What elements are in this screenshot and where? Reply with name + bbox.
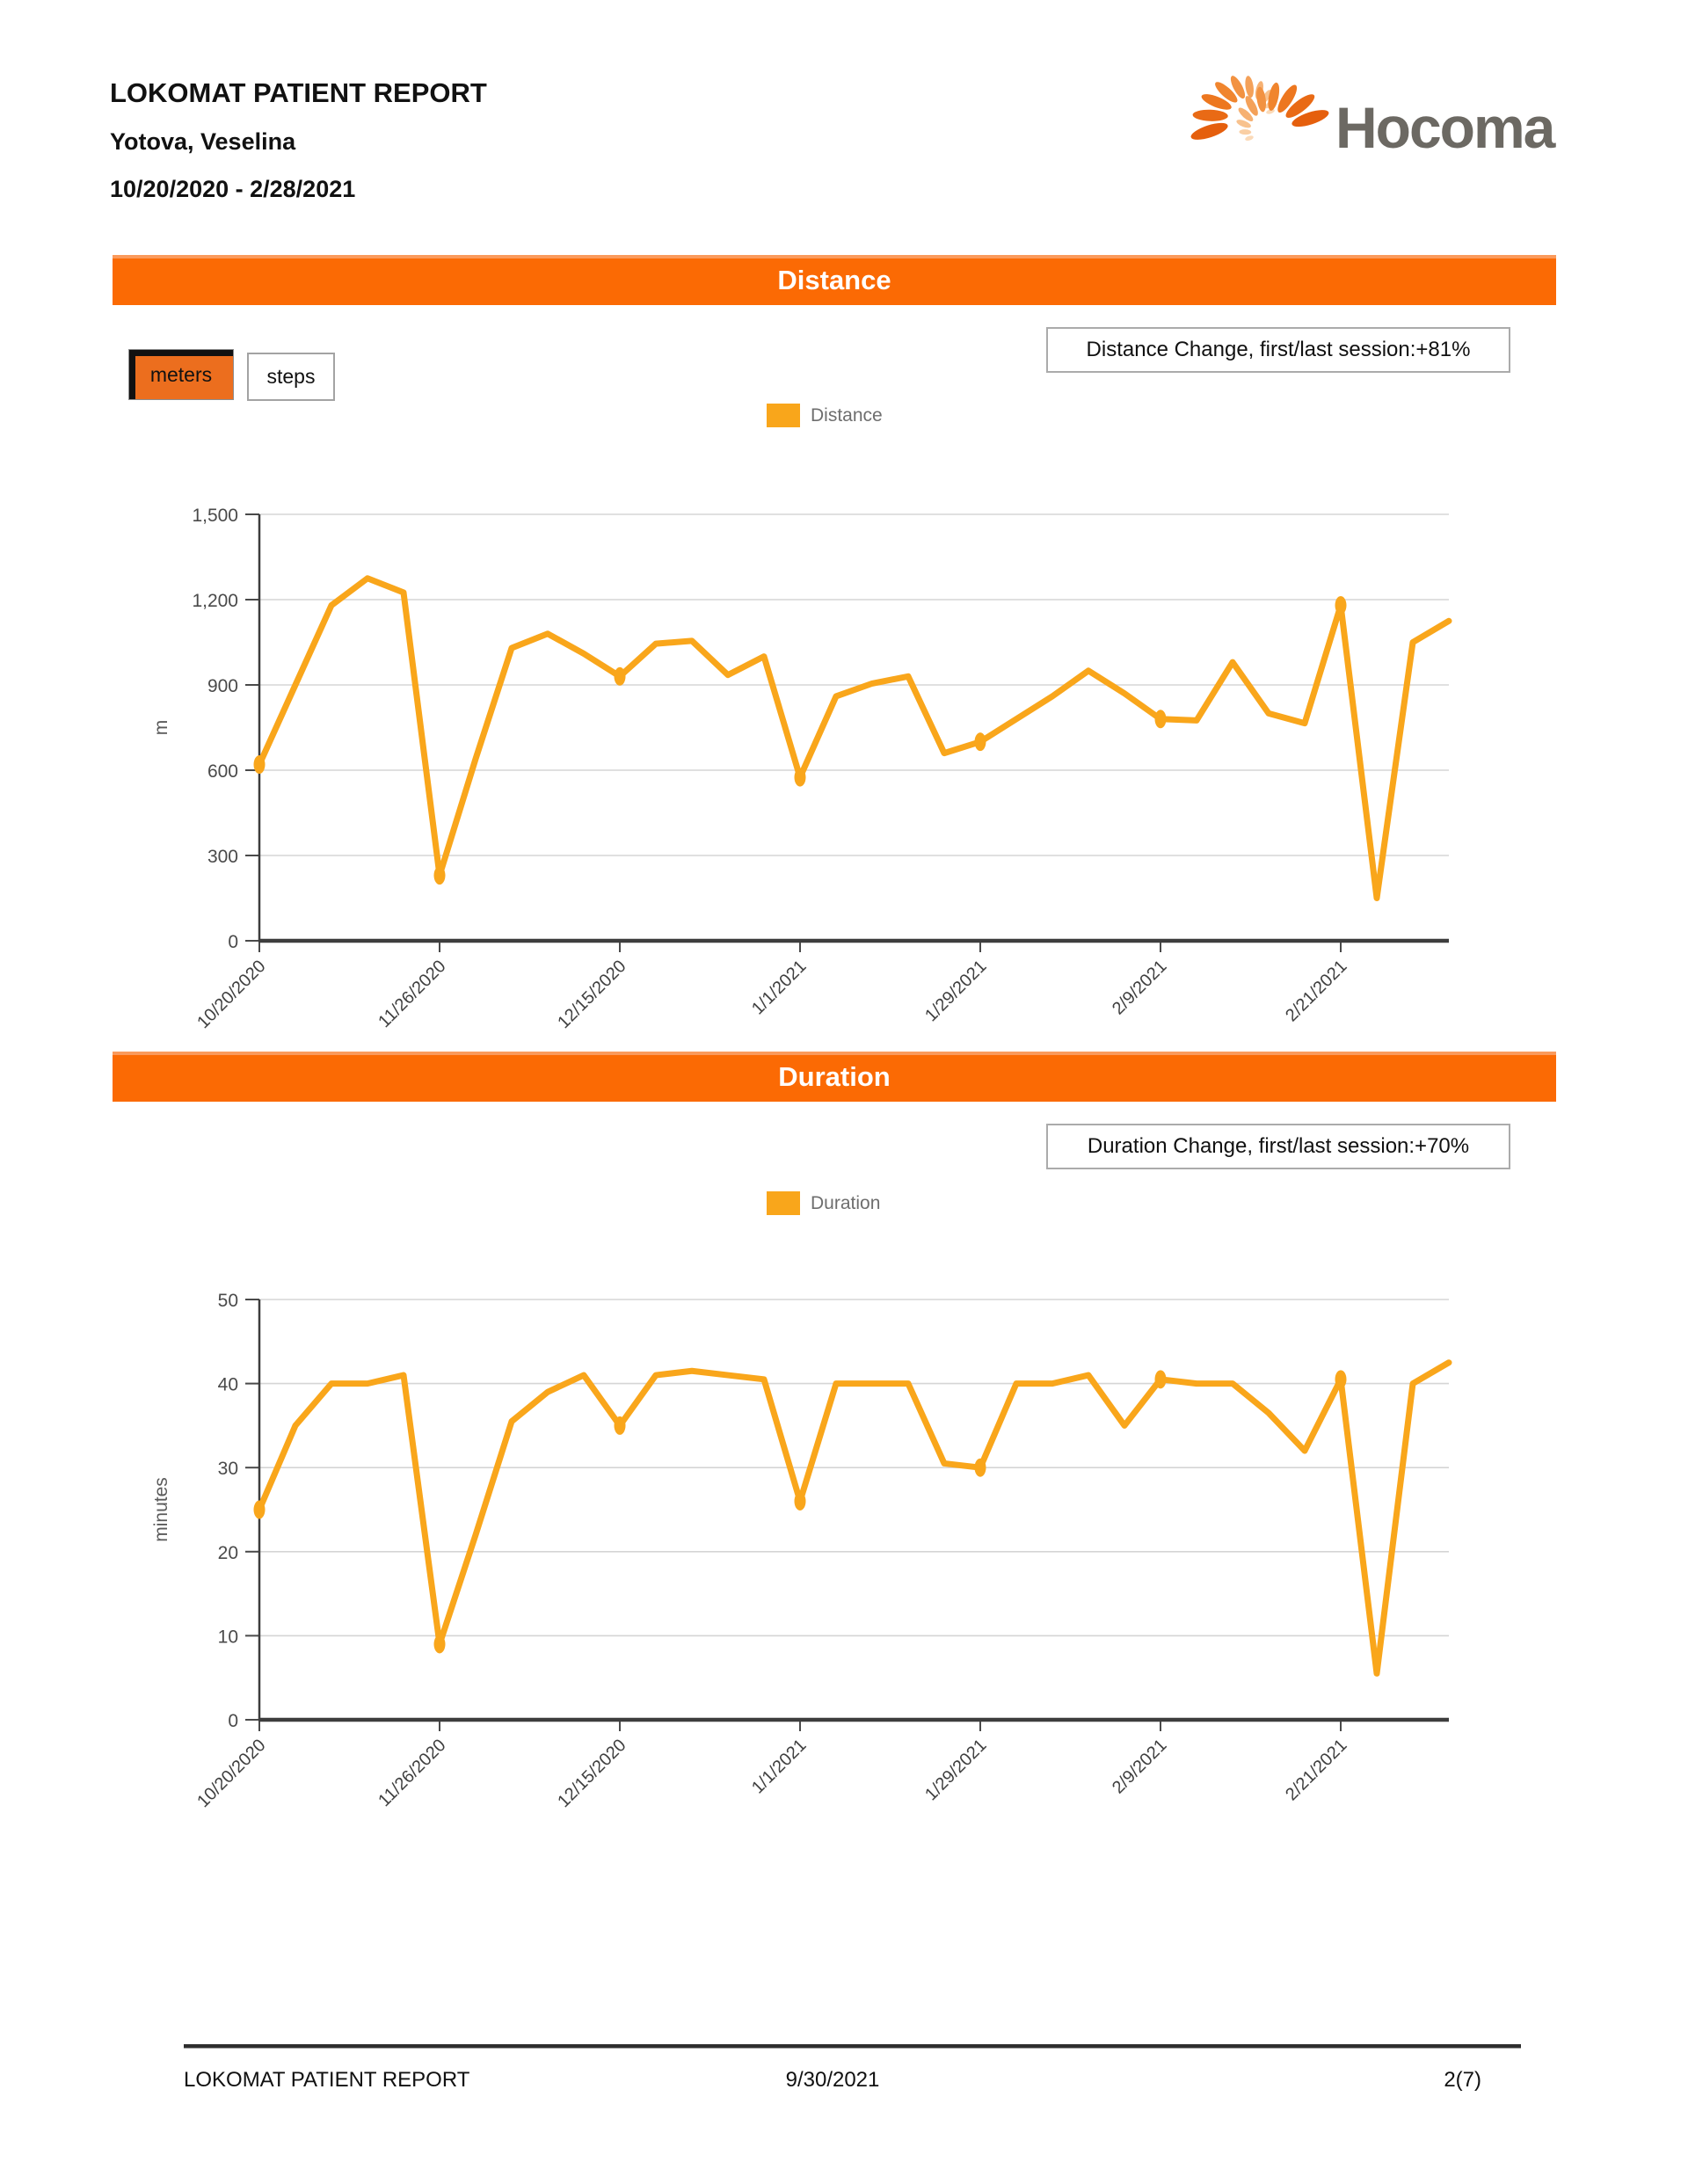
- data-point-marker: [1155, 710, 1167, 728]
- x-tick-label: 1/1/2021: [747, 956, 811, 1019]
- y-axis-unit-label: m: [151, 719, 171, 736]
- distance-series-line: [259, 579, 1449, 899]
- meters-button-label: meters: [149, 362, 213, 386]
- unit-button-meters[interactable]: [129, 350, 233, 399]
- duration-legend-swatch-icon: [767, 1191, 800, 1215]
- logo-petal: [1192, 109, 1228, 121]
- logo-petal: [1244, 75, 1255, 98]
- data-point-marker: [615, 1416, 626, 1435]
- x-tick-label: 2/21/2021: [1282, 956, 1351, 1026]
- duration-section-header: [113, 1052, 1556, 1102]
- data-point-marker: [1155, 1370, 1167, 1388]
- y-tick-label: 20: [217, 1542, 238, 1563]
- data-point-marker: [254, 1501, 266, 1519]
- y-axis-unit-label: minutes: [151, 1477, 171, 1542]
- distance-legend-swatch-icon: [767, 404, 800, 427]
- distance-change-note: [1046, 327, 1510, 373]
- y-tick-label: 10: [217, 1627, 238, 1648]
- y-tick-label: 0: [228, 1711, 238, 1731]
- duration-change-note: [1046, 1124, 1510, 1169]
- hocoma-wordmark: Hocoma: [1335, 95, 1554, 160]
- data-point-marker: [795, 768, 806, 787]
- distance-legend: [767, 404, 883, 427]
- steps-button-label: steps: [266, 365, 316, 388]
- data-point-marker: [1335, 596, 1347, 615]
- x-tick-label: 1/29/2021: [921, 956, 991, 1026]
- data-point-marker: [975, 1459, 986, 1477]
- y-tick-label: 1,500: [192, 506, 238, 526]
- data-point-marker: [615, 667, 626, 686]
- duration-change-text: Duration Change, first/last session:+70%: [1087, 1134, 1470, 1158]
- hocoma-swirl-icon: [1178, 47, 1341, 209]
- logo-petal: [1190, 119, 1230, 142]
- x-tick-label: 2/9/2021: [1108, 956, 1171, 1019]
- distance-section-title: Distance: [777, 264, 891, 295]
- y-tick-label: 300: [207, 847, 238, 867]
- x-tick-label: 10/20/2020: [193, 1735, 270, 1812]
- data-point-marker: [254, 755, 266, 774]
- logo-petal: [1244, 135, 1254, 142]
- x-tick-label: 2/21/2021: [1282, 1735, 1351, 1805]
- x-tick-label: 12/15/2020: [554, 1735, 630, 1812]
- data-point-marker: [434, 866, 446, 885]
- duration-series-line: [259, 1363, 1449, 1674]
- unit-button-steps[interactable]: [247, 353, 335, 401]
- y-tick-label: 900: [207, 676, 238, 696]
- distance-section-header: [113, 255, 1556, 305]
- distance-legend-label: Distance: [811, 404, 883, 426]
- data-point-marker: [434, 1634, 446, 1653]
- y-tick-label: 1,200: [192, 591, 238, 611]
- footer: [184, 2068, 1521, 2093]
- report-title: LOKOMAT PATIENT REPORT: [110, 77, 487, 108]
- x-tick-label: 2/9/2021: [1108, 1735, 1171, 1798]
- y-tick-label: 40: [217, 1374, 238, 1395]
- duration-line-chart: [123, 1257, 1495, 1838]
- duration-legend: [767, 1191, 880, 1215]
- logo-petal: [1239, 128, 1251, 134]
- duration-section-title: Duration: [778, 1060, 891, 1092]
- y-tick-label: 600: [207, 761, 238, 782]
- patient-name: Yotova, Veselina: [110, 128, 296, 155]
- footer-page-number: 2(7): [1444, 2068, 1481, 2092]
- x-tick-label: 1/29/2021: [921, 1735, 991, 1805]
- x-tick-label: 12/15/2020: [554, 956, 630, 1033]
- footer-print-date: 9/30/2021: [785, 2068, 880, 2092]
- data-point-marker: [795, 1492, 806, 1511]
- report-date-range: 10/20/2020 - 2/28/2021: [110, 176, 356, 202]
- hocoma-logo: [1178, 44, 1574, 211]
- y-tick-label: 50: [217, 1291, 238, 1311]
- distance-line-chart: [123, 475, 1495, 1051]
- data-point-marker: [1335, 1370, 1347, 1388]
- data-point-marker: [975, 732, 986, 751]
- x-tick-label: 11/26/2020: [375, 956, 450, 1032]
- footer-divider: [184, 2044, 1521, 2049]
- distance-change-text: Distance Change, first/last session:+81%: [1086, 338, 1471, 361]
- x-tick-label: 1/1/2021: [747, 1735, 811, 1798]
- x-tick-label: 10/20/2020: [193, 956, 270, 1033]
- duration-legend-label: Duration: [811, 1192, 881, 1213]
- y-tick-label: 30: [217, 1459, 238, 1480]
- x-tick-label: 11/26/2020: [375, 1735, 450, 1811]
- y-tick-label: 0: [228, 932, 238, 952]
- footer-report-title: LOKOMAT PATIENT REPORT: [184, 2068, 470, 2092]
